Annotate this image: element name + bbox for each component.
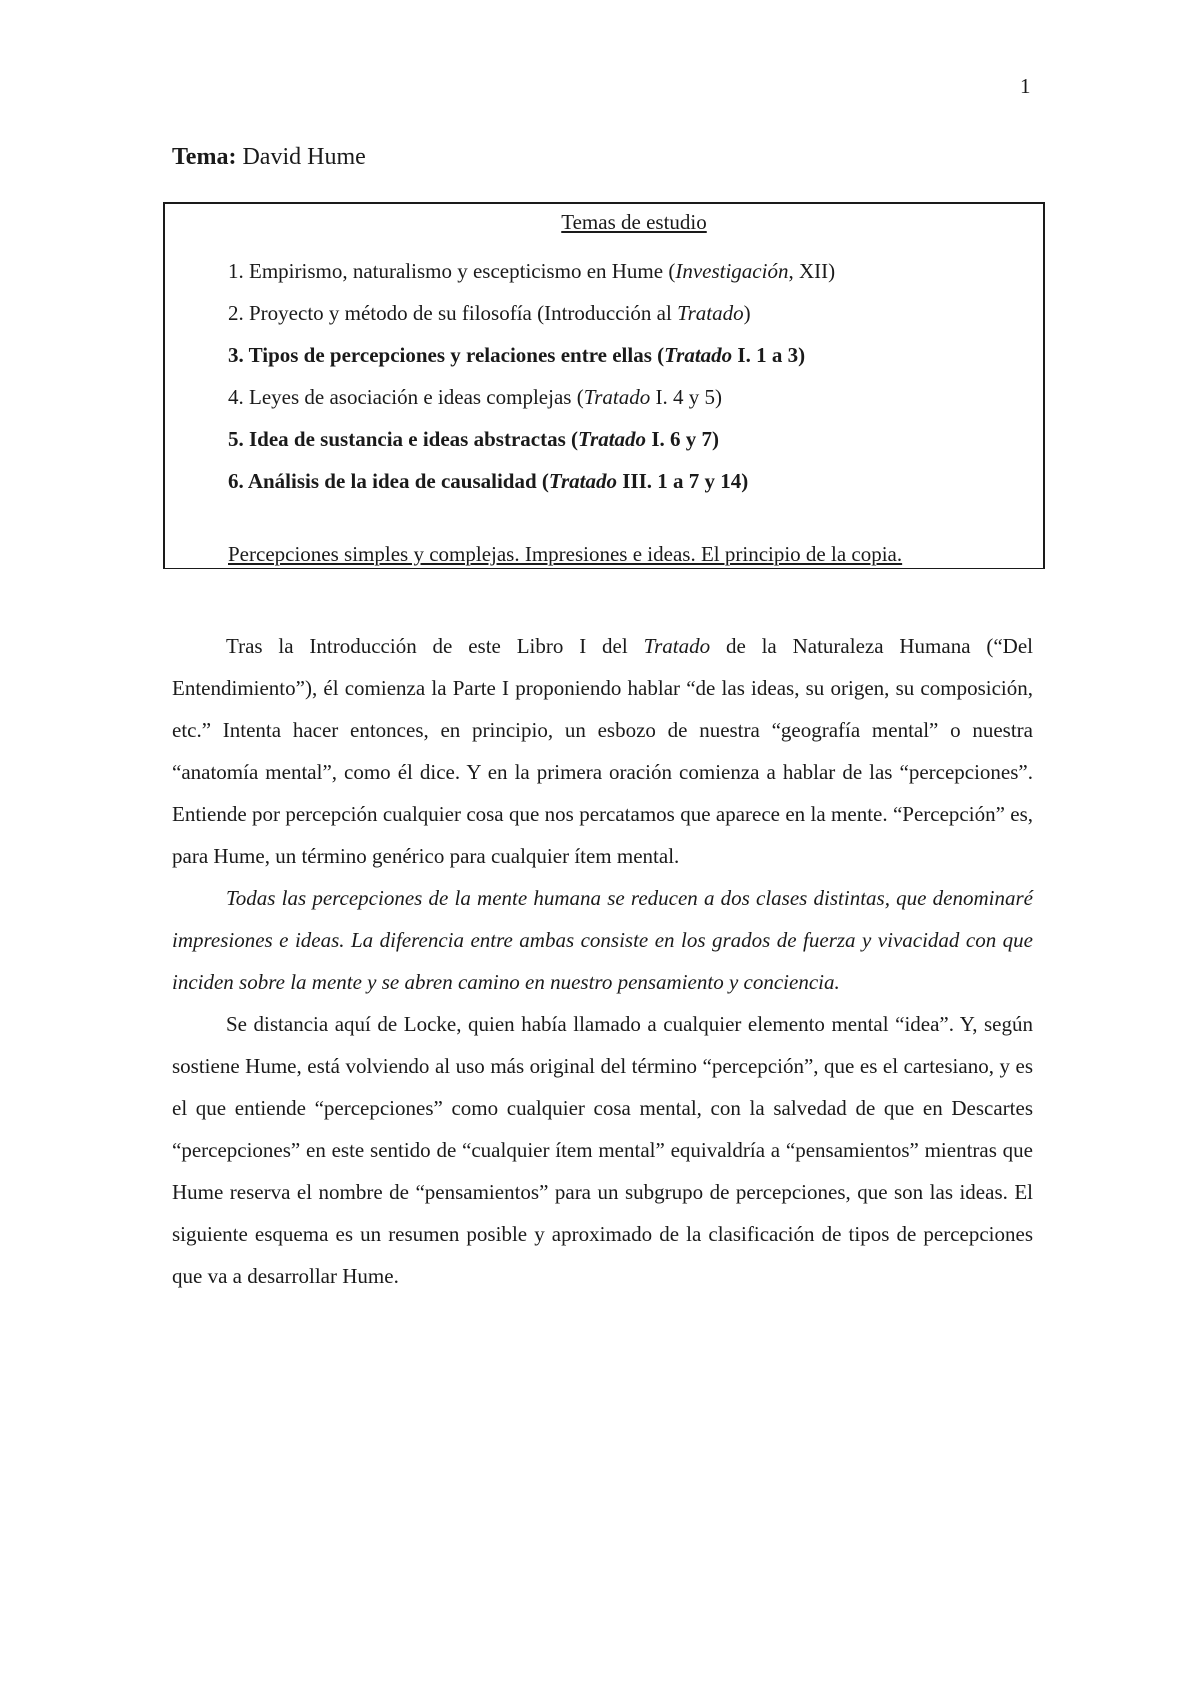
study-box-footer: Percepciones simples y complejas. Impresiones e ideas. El principio de la copia.: [228, 542, 903, 566]
study-topic-item: 4. Leyes de asociación e ideas complejas (Tratado I. 4 y 5): [228, 385, 722, 409]
study-topic-item: 2. Proyecto y método de su filosofía (Introducción al Tratado): [228, 301, 751, 325]
paragraph-locke: Se distancia aquí de Locke, quien había llamado a cualquier elemento mental “idea”. Y, según sostiene Hume, está volviendo al uso más original del término “percepción”, que es el cartesiano, y es el que entiende “percepciones” como cualquier cosa mental, con la salvedad de que en Descartes “percepciones” en este sentido de “cualquier ítem mental” equivaldría a “pensamientos” mientras que Hume reserva el nombre de “pensamientos” para un subgrupo de percepciones, que son las ideas. El siguiente esquema es un resumen posible y aproximado de la clasificación de tipos de percepciones que va a desarrollar Hume.: [172, 1012, 1033, 1288]
study-topics-box: [163, 202, 1045, 569]
study-topic-item: 6. Análisis de la idea de causalidad (Tratado III. 1 a 7 y 14): [228, 469, 749, 493]
title-label: Tema:: [172, 144, 237, 170]
page-title: [172, 144, 366, 171]
study-topic-list: [228, 250, 835, 502]
paragraph-intro: Tras la Introducción de este Libro I del Tratado de la Naturaleza Humana (“Del Entendimiento”), él comienza la Parte I proponiendo hablar “de las ideas, su origen, su composición, etc.” Intenta hacer entonces, en principio, un esbozo de nuestra “geografía mental” o nuestra “anatomía mental”, como él dice. Y en la primera oración comienza a hablar de las “percepciones”. Entiende por percepción cualquier cosa que nos percatamos que aparece en la mente. “Percepción” es, para Hume, un término genérico para cualquier ítem mental.: [172, 634, 1033, 868]
study-box-heading: Temas de estudio: [561, 210, 707, 234]
study-topic-item: 3. Tipos de percepciones y relaciones entre ellas (Tratado I. 1 a 3): [228, 343, 806, 367]
paragraph-quote: Todas las percepciones de la mente humana se reducen a dos clases distintas, que denominaré impresiones e ideas. La diferencia entre ambas consiste en los grados de fuerza y vivacidad con que inciden sobre la mente y se abren camino en nuestro pensamiento y conciencia.: [172, 886, 1033, 994]
study-topic-item: 5. Idea de sustancia e ideas abstractas (Tratado I. 6 y 7): [228, 427, 719, 451]
body-text: [172, 625, 1033, 1297]
study-topic-item: 1. Empirismo, naturalismo y escepticismo en Hume (Investigación, XII): [228, 259, 836, 283]
title-value: David Hume: [242, 144, 366, 170]
page-number: 1: [1020, 74, 1031, 98]
